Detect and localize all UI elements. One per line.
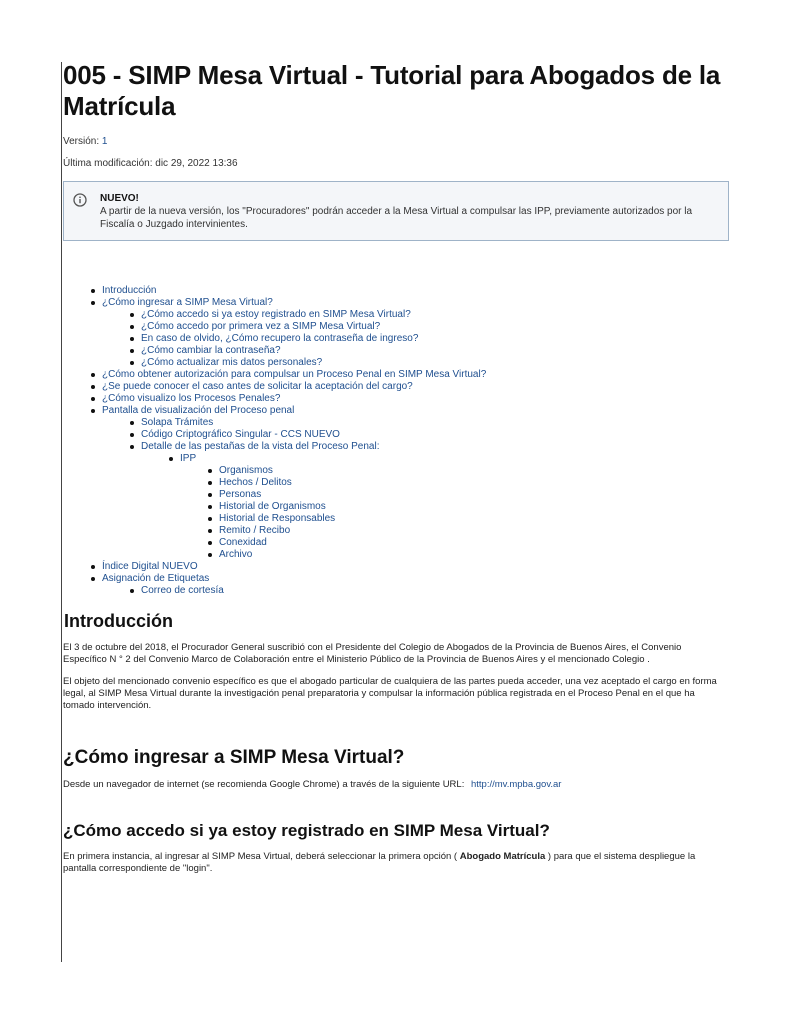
bullet-icon [130, 337, 134, 341]
toc-link[interactable]: ¿Cómo visualizo los Procesos Penales? [102, 393, 281, 404]
info-icon [73, 193, 87, 207]
toc-item [63, 393, 733, 405]
bullet-icon [130, 445, 134, 449]
table-of-contents [63, 285, 733, 597]
toc-link[interactable]: Conexidad [219, 537, 267, 548]
toc-link[interactable]: Historial de Organismos [219, 501, 326, 512]
toc-link[interactable]: Solapa Trámites [141, 417, 214, 428]
toc-link[interactable]: ¿Cómo actualizar mis datos personales? [141, 357, 323, 368]
toc-link[interactable]: Detalle de las pestañas de la vista del Proceso Penal: [141, 441, 380, 452]
document-content [63, 60, 733, 875]
bullet-icon [208, 553, 212, 557]
bullet-icon [91, 397, 95, 401]
toc-item [63, 285, 733, 297]
page-left-rule [61, 62, 62, 962]
bullet-icon [91, 373, 95, 377]
bullet-icon [208, 541, 212, 545]
toc-link[interactable]: Historial de Responsables [219, 513, 336, 524]
toc-item [63, 561, 733, 573]
toc-link[interactable]: Remito / Recibo [219, 525, 291, 536]
toc-link[interactable]: ¿Cómo accedo si ya estoy registrado en SIMP Mesa Virtual? [141, 309, 411, 320]
ingresar-text: Desde un navegador de internet (se recomienda Google Chrome) a través de la siguiente URL: [63, 779, 465, 790]
toc-link[interactable]: Índice Digital NUEVO [102, 561, 198, 572]
version-label: Versión: [63, 136, 100, 147]
toc-link[interactable]: Código Criptográfico Singular - CCS NUEVO [141, 429, 340, 440]
toc-link[interactable]: Correo de cortesía [141, 585, 224, 596]
toc-item [63, 417, 733, 429]
toc-item [63, 297, 733, 309]
ingresar-paragraph [63, 779, 723, 791]
toc-link[interactable]: ¿Cómo ingresar a SIMP Mesa Virtual? [102, 297, 273, 308]
accedo-text-after: ) para que el sistema despliegue la pantalla correspondiente de "login". [63, 851, 696, 874]
notice-body: A partir de la nueva versión, los "Procuradores" podrán acceder a la Mesa Virtual a compulsar las IPP, previamente autorizados por la Fiscalía o Juzgado intervinientes. [100, 206, 693, 230]
bullet-icon [130, 433, 134, 437]
toc-link[interactable]: Pantalla de visualización del Proceso penal [102, 405, 295, 416]
toc-link[interactable]: Archivo [219, 549, 253, 560]
bullet-icon [91, 577, 95, 581]
bullet-icon [130, 589, 134, 593]
mesa-virtual-url-link[interactable]: http://mv.mpba.gov.ar [470, 779, 562, 790]
heading-como-ingresar: ¿Cómo ingresar a SIMP Mesa Virtual? [63, 747, 405, 768]
version-line [63, 136, 733, 147]
toc-link[interactable]: Introducción [102, 285, 157, 296]
toc-link[interactable]: IPP [180, 453, 197, 464]
bullet-icon [208, 481, 212, 485]
toc-link[interactable]: Asignación de Etiquetas [102, 573, 210, 584]
bullet-icon [130, 313, 134, 317]
bullet-icon [208, 469, 212, 473]
bullet-icon [91, 289, 95, 293]
toc-item [63, 477, 733, 489]
toc-link[interactable]: Personas [219, 489, 262, 500]
toc-item [63, 501, 733, 513]
toc-item [63, 441, 733, 453]
toc-item [63, 405, 733, 417]
bullet-icon [130, 421, 134, 425]
toc-item [63, 465, 733, 477]
accedo-text-before: En primera instancia, al ingresar al SIMP Mesa Virtual, deberá seleccionar la primera opción ( [63, 851, 458, 862]
bullet-icon [130, 349, 134, 353]
bullet-icon [91, 565, 95, 569]
bullet-icon [208, 529, 212, 533]
bullet-icon [91, 409, 95, 413]
bullet-icon [91, 301, 95, 305]
toc-item [63, 489, 733, 501]
toc-item [63, 525, 733, 537]
toc-item [63, 309, 733, 321]
toc-link[interactable]: En caso de olvido, ¿Cómo recupero la contraseña de ingreso? [141, 333, 419, 344]
toc-item [63, 585, 733, 597]
bullet-icon [130, 361, 134, 365]
toc-link[interactable]: ¿Cómo obtener autorización para compulsar un Proceso Penal en SIMP Mesa Virtual? [102, 369, 487, 380]
toc-link[interactable]: ¿Cómo accedo por primera vez a SIMP Mesa Virtual? [141, 321, 381, 332]
bullet-icon [169, 457, 173, 461]
accedo-bold-option: Abogado Matrícula [459, 851, 546, 862]
toc-link[interactable]: Organismos [219, 465, 273, 476]
toc-link[interactable]: ¿Cómo cambiar la contraseña? [141, 345, 281, 356]
notice-panel [63, 181, 729, 241]
toc-item [63, 537, 733, 549]
toc-link[interactable]: Hechos / Delitos [219, 477, 292, 488]
accedo-paragraph [63, 851, 723, 875]
bullet-icon [91, 385, 95, 389]
toc-item [63, 381, 733, 393]
toc-item [63, 549, 733, 561]
heading-introduccion: Introducción [64, 611, 173, 631]
intro-paragraph-1: El 3 de octubre del 2018, el Procurador General suscribió con el Presidente del Colegio de Abogados de la Provincia de Buenos Aires, el Convenio Específico N ° 2 del Convenio Marco de Colaboración entre el Ministerio Público de la Provincia de Buenos Aires y el mencionado Colegio . [63, 642, 682, 665]
toc-item [63, 345, 733, 357]
toc-item [63, 333, 733, 345]
toc-item [63, 429, 733, 441]
toc-item [63, 369, 733, 381]
heading-como-accedo-registrado: ¿Cómo accedo si ya estoy registrado en SIMP Mesa Virtual? [63, 821, 550, 840]
page-title: 005 - SIMP Mesa Virtual - Tutorial para Abogados de la Matrícula [63, 60, 721, 121]
version-link[interactable]: 1 [101, 136, 108, 147]
intro-paragraph-2: El objeto del mencionado convenio específico es que el abogado particular de cualquiera de las partes pueda acceder, una vez aceptado el cargo en forma legal, al SIMP Mesa Virtual durante la investigación penal preparatoria y compulsar la información pública registrada en el Proceso Penal en el que ha tomado intervención. [63, 676, 717, 711]
toc-item [63, 573, 733, 585]
last-modified: Última modificación: dic 29, 2022 13:36 [63, 158, 238, 169]
toc-item [63, 513, 733, 525]
bullet-icon [208, 493, 212, 497]
notice-title: NUEVO! [100, 193, 139, 204]
toc-item [63, 321, 733, 333]
bullet-icon [130, 325, 134, 329]
toc-item [63, 357, 733, 369]
toc-item [63, 453, 733, 465]
bullet-icon [208, 505, 212, 509]
toc-link[interactable]: ¿Se puede conocer el caso antes de solicitar la aceptación del cargo? [102, 381, 413, 392]
bullet-icon [208, 517, 212, 521]
